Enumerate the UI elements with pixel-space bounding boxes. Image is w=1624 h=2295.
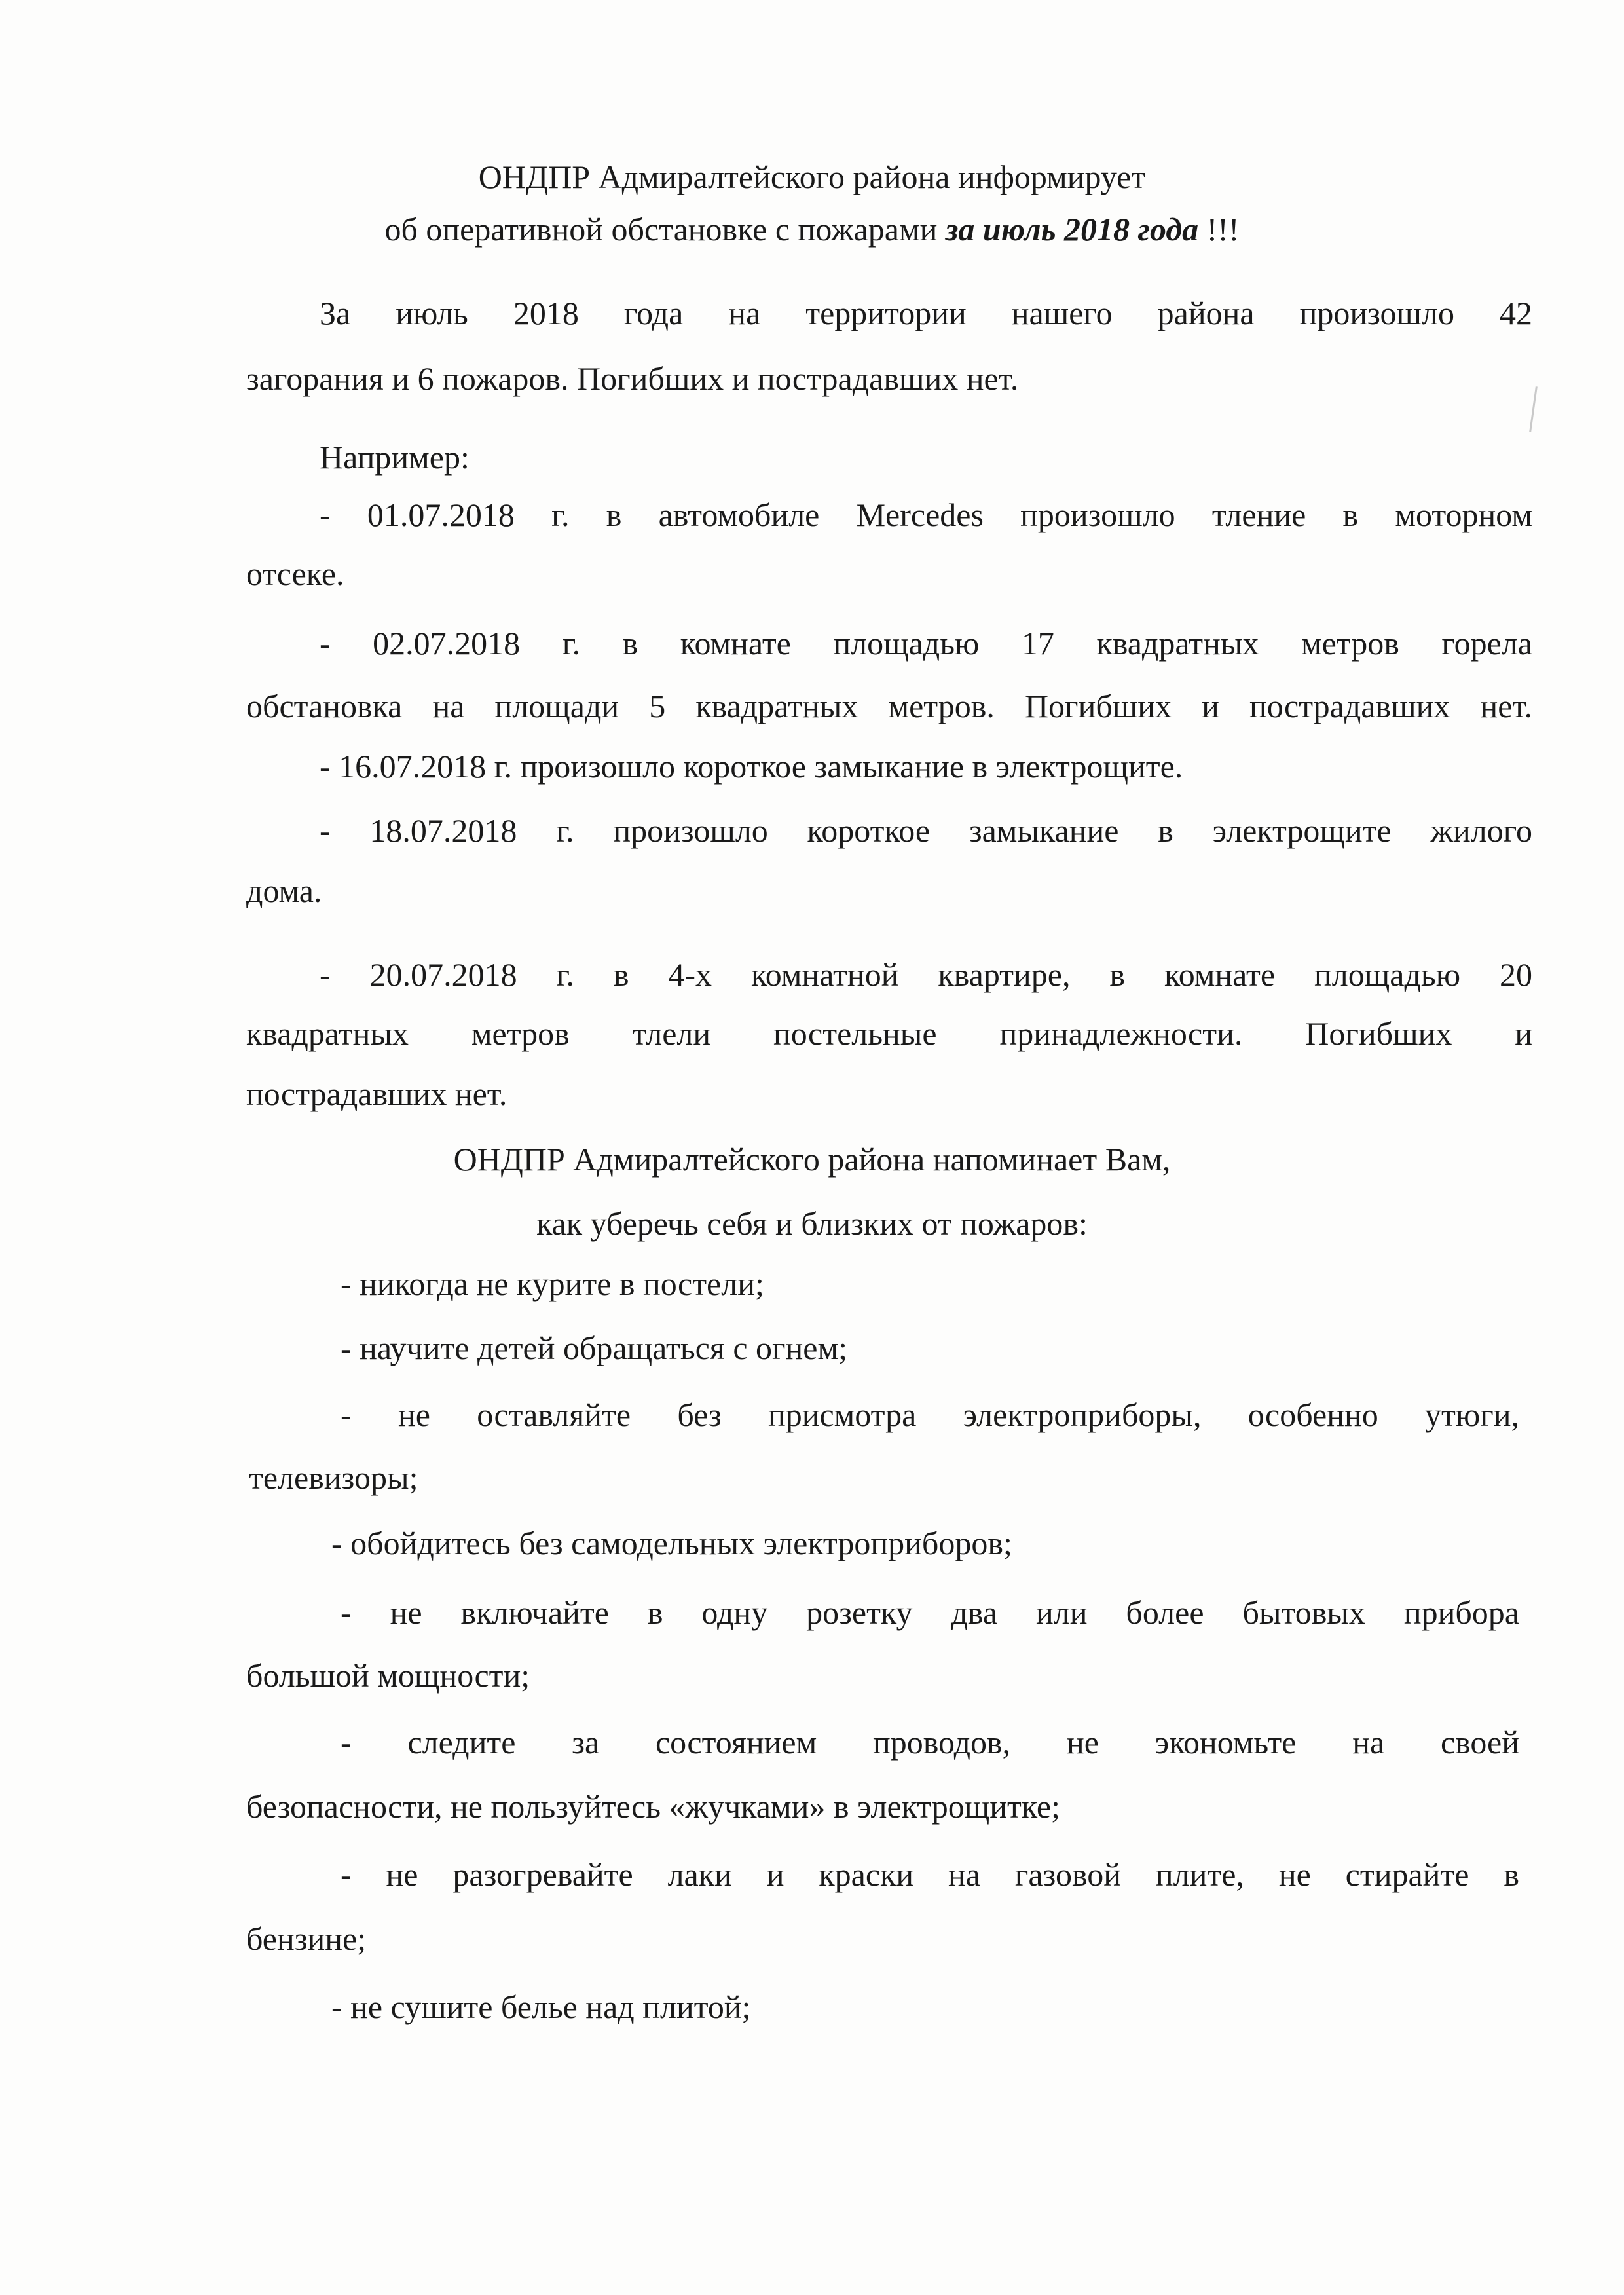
incident-4-line-2: дома. <box>246 872 322 909</box>
advice-6-line-1: - следите за состоянием проводов, не экономьте на своей <box>341 1724 1519 1761</box>
reminder-heading-line-2: как уберечь себя и близких от пожаров: <box>536 1205 1088 1242</box>
title-exclamation: !!! <box>1198 211 1240 248</box>
title-subtext: об оперативной обстановке с пожарами <box>384 211 946 248</box>
advice-4: - обойдитесь без самодельных электроприборов; <box>331 1525 1012 1561</box>
incident-5-line-2: квадратных метров тлели постельные принадлежности. Погибших и <box>246 1015 1532 1052</box>
incident-5-line-1: - 20.07.2018 г. в 4-х комнатной квартире, в комнате площадью 20 <box>320 956 1532 993</box>
incident-2-line-1: - 02.07.2018 г. в комнате площадью 17 квадратных метров горела <box>320 625 1532 662</box>
document-title-line-2 <box>0 210 1624 249</box>
title-period: за июль 2018 года <box>945 211 1199 248</box>
advice-5-line-2: большой мощности; <box>246 1657 530 1694</box>
advice-5-line-1: - не включайте в одну розетку два или более бытовых прибора <box>341 1594 1519 1631</box>
incident-1-line-1: - 01.07.2018 г. в автомобиле Mercedes произошло тление в моторном <box>320 496 1532 533</box>
advice-6-line-2: безопасности, не пользуйтесь «жучками» в электрощитке; <box>246 1788 1060 1825</box>
advice-7-line-2: бензине; <box>246 1920 367 1957</box>
advice-8: - не сушите белье над плитой; <box>331 1988 751 2025</box>
example-label: Например: <box>320 439 470 476</box>
document-title-line-1 <box>0 157 1624 196</box>
advice-7-line-1: - не разогревайте лаки и краски на газовой плите, не стирайте в <box>341 1856 1519 1893</box>
advice-3-line-1: - не оставляйте без присмотра электроприборы, особенно утюги, <box>341 1396 1519 1433</box>
intro-line-1: За июль 2018 года на территории нашего района произошло 42 <box>320 295 1532 331</box>
advice-3-line-2: телевизоры; <box>249 1459 418 1496</box>
intro-line-2: загорания и 6 пожаров. Погибших и пострадавших нет. <box>246 360 1019 397</box>
incident-4-line-1: - 18.07.2018 г. произошло короткое замыкание в электрощите жилого <box>320 812 1532 849</box>
reminder-heading-line-1: ОНДПР Адмиралтейского района напоминает Вам, <box>453 1141 1171 1178</box>
incident-2-line-2: обстановка на площади 5 квадратных метров. Погибших и пострадавших нет. <box>246 688 1532 724</box>
scan-mark <box>1529 386 1538 432</box>
incident-5-line-3: пострадавших нет. <box>246 1075 507 1112</box>
incident-3-line-1: - 16.07.2018 г. произошло короткое замыкание в электрощите. <box>320 748 1183 785</box>
advice-2: - научите детей обращаться с огнем; <box>341 1330 847 1366</box>
title-text: ОНДПР Адмиралтейского района информирует <box>478 159 1146 195</box>
incident-1-line-2: отсеке. <box>246 555 344 592</box>
advice-1: - никогда не курите в постели; <box>341 1265 764 1302</box>
